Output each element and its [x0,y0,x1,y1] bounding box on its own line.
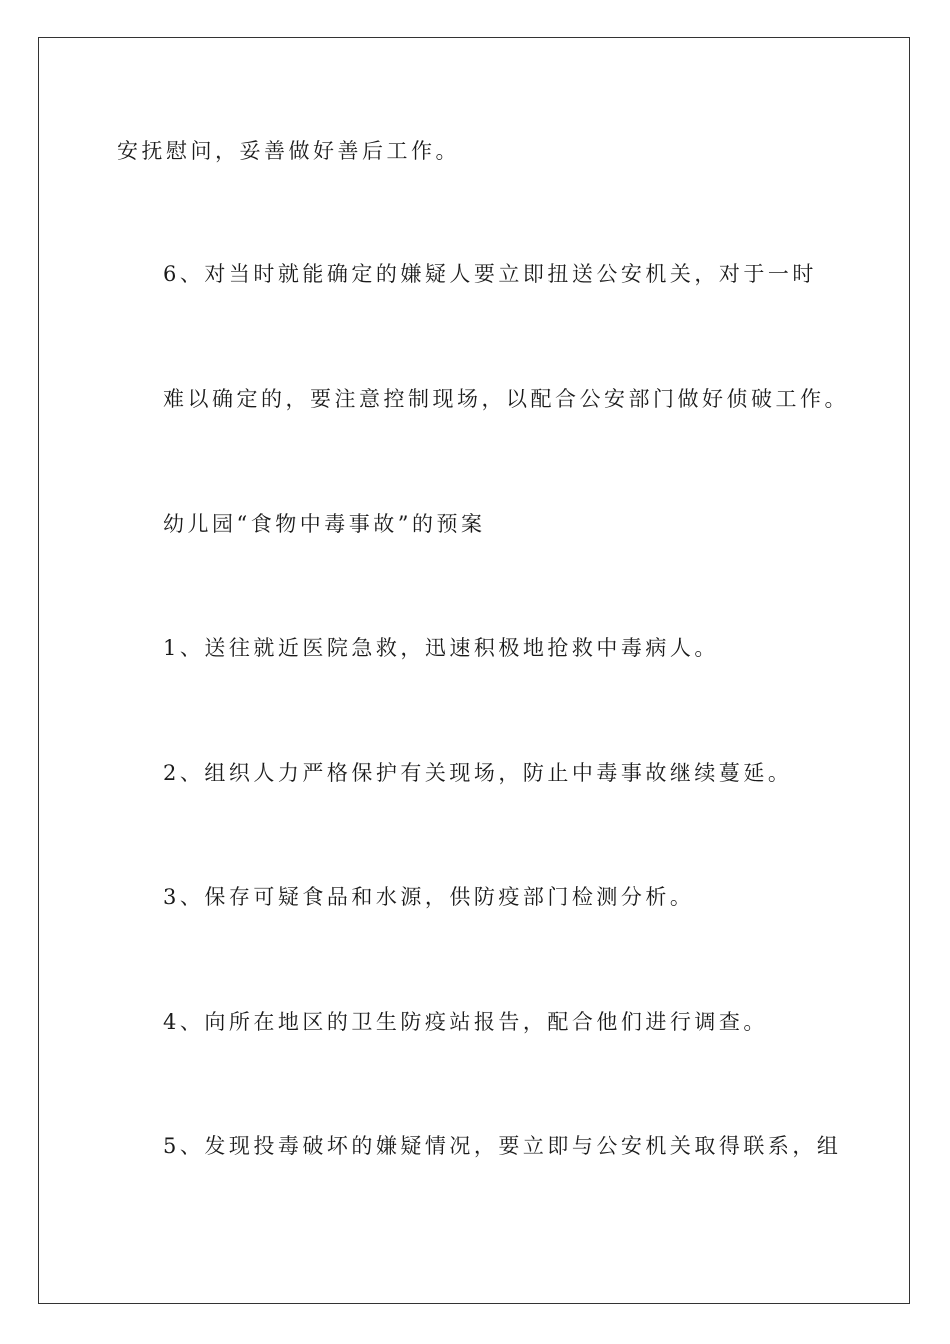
paragraph-line-continuation: 安抚慰问，妥善做好善后工作。 [117,139,460,163]
paragraph-line-item-6: 6、对当时就能确定的嫌疑人要立即扭送公安机关，对于一时 [163,262,817,286]
list-item-3: 3、保存可疑食品和水源，供防疫部门检测分析。 [163,885,695,909]
list-item-4: 4、向所在地区的卫生防疫站报告，配合他们进行调查。 [163,1010,768,1034]
list-item-1: 1、送往就近医院急救，迅速积极地抢救中毒病人。 [163,636,719,660]
list-item-5: 5、发现投毒破坏的嫌疑情况，要立即与公安机关取得联系，组 [163,1134,842,1158]
section-heading: 幼儿园“食物中毒事故”的预案 [163,512,486,536]
paragraph-line-item-6-continued: 难以确定的，要注意控制现场，以配合公安部门做好侦破工作。 [163,387,849,411]
page-border [38,37,910,1304]
list-item-2: 2、组织人力严格保护有关现场，防止中毒事故继续蔓延。 [163,761,793,785]
